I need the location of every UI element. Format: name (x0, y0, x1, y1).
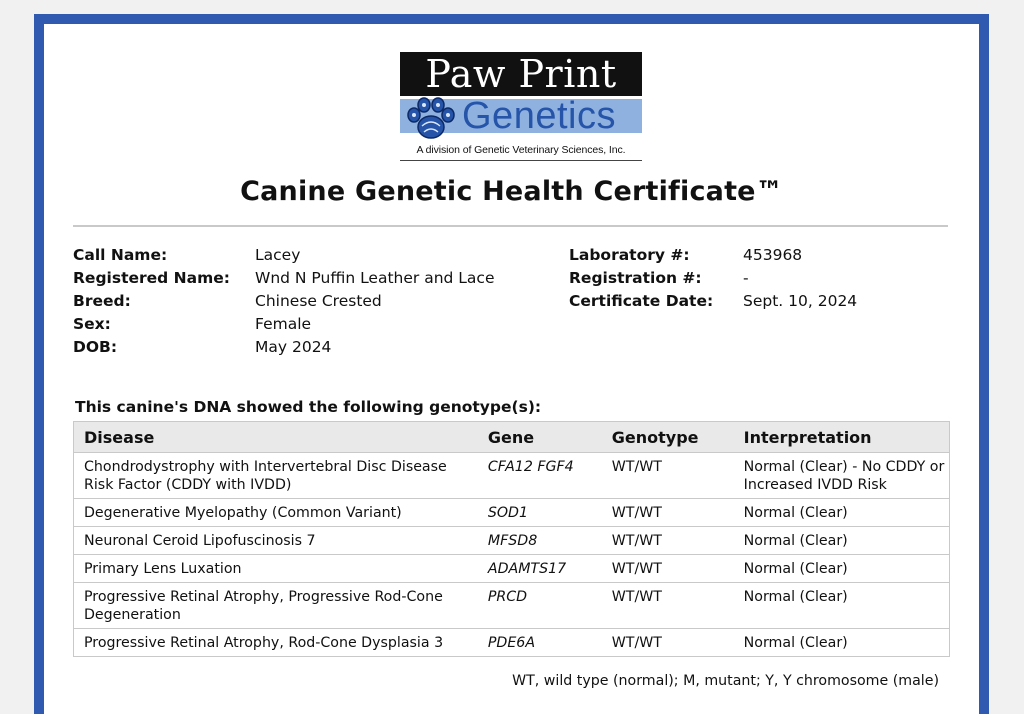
gene-cell: ADAMTS17 (478, 555, 602, 583)
results-header-row (74, 422, 950, 453)
disease-cell: Neuronal Ceroid Lipofuscinosis 7 (74, 527, 478, 555)
disease-cell: Progressive Retinal Atrophy, Rod-Cone Dysplasia 3 (74, 629, 478, 657)
genotype-cell: WT/WT (602, 629, 734, 657)
paw-icon (402, 96, 460, 142)
certificate-date-value: Sept. 10, 2024 (743, 292, 858, 310)
certificate-title: Canine Genetic Health Certificate™ (240, 176, 783, 207)
certificate-date-label: Certificate Date: (569, 292, 714, 310)
certificate-border (34, 14, 989, 714)
table-row (74, 527, 950, 555)
sex-label: Sex: (73, 315, 111, 333)
call-name-label: Call Name: (73, 246, 168, 264)
gene-cell: CFA12 FGF4 (478, 453, 602, 499)
sex-value: Female (255, 315, 312, 333)
table-row (74, 555, 950, 583)
logo-divider (400, 160, 642, 161)
gene-cell: PDE6A (478, 629, 602, 657)
gene-cell: SOD1 (478, 499, 602, 527)
interpretation-cell: Normal (Clear) (734, 555, 950, 583)
column-header-genotype: Genotype (602, 422, 734, 453)
genotype-cell: WT/WT (602, 499, 734, 527)
registration-value: - (743, 269, 749, 287)
results-table (73, 421, 950, 657)
logo (400, 52, 642, 162)
breed-value: Chinese Crested (255, 292, 382, 310)
column-header-disease: Disease (74, 422, 478, 453)
title-divider (73, 225, 948, 227)
genotype-legend-footnote: WT, wild type (normal); M, mutant; Y, Y chromosome (male) (512, 673, 939, 689)
breed-label: Breed: (73, 292, 131, 310)
gene-cell: MFSD8 (478, 527, 602, 555)
logo-subtitle: A division of Genetic Veterinary Sciences, Inc. (416, 144, 626, 156)
interpretation-cell: Normal (Clear) (734, 499, 950, 527)
genotype-cell: WT/WT (602, 583, 734, 629)
laboratory-value: 453968 (743, 246, 803, 264)
disease-cell: Progressive Retinal Atrophy, Progressive Rod-Cone Degeneration (74, 583, 478, 629)
genotype-cell: WT/WT (602, 453, 734, 499)
dob-value: May 2024 (255, 338, 332, 356)
table-row (74, 629, 950, 657)
registered-name-value: Wnd N Puffin Leather and Lace (255, 269, 495, 287)
gene-cell: PRCD (478, 583, 602, 629)
results-intro: This canine's DNA showed the following genotype(s): (75, 398, 542, 416)
column-header-interpretation: Interpretation (734, 422, 950, 453)
logo-line1: Paw Print (400, 52, 642, 96)
laboratory-label: Laboratory #: (569, 246, 690, 264)
disease-cell: Degenerative Myelopathy (Common Variant) (74, 499, 478, 527)
disease-cell: Primary Lens Luxation (74, 555, 478, 583)
column-header-gene: Gene (478, 422, 602, 453)
table-row (74, 453, 950, 499)
registered-name-label: Registered Name: (73, 269, 230, 287)
logo-line2: Genetics (462, 95, 616, 137)
genotype-cell: WT/WT (602, 555, 734, 583)
registration-label: Registration #: (569, 269, 702, 287)
genotype-cell: WT/WT (602, 527, 734, 555)
table-row (74, 499, 950, 527)
dob-label: DOB: (73, 338, 118, 356)
call-name-value: Lacey (255, 246, 301, 264)
table-row (74, 583, 950, 629)
interpretation-cell: Normal (Clear) - No CDDY or Increased IVDD Risk (734, 453, 950, 499)
interpretation-cell: Normal (Clear) (734, 527, 950, 555)
interpretation-cell: Normal (Clear) (734, 583, 950, 629)
certificate-page (44, 24, 979, 714)
disease-cell: Chondrodystrophy with Intervertebral Disc Disease Risk Factor (CDDY with IVDD) (74, 453, 478, 499)
interpretation-cell: Normal (Clear) (734, 629, 950, 657)
